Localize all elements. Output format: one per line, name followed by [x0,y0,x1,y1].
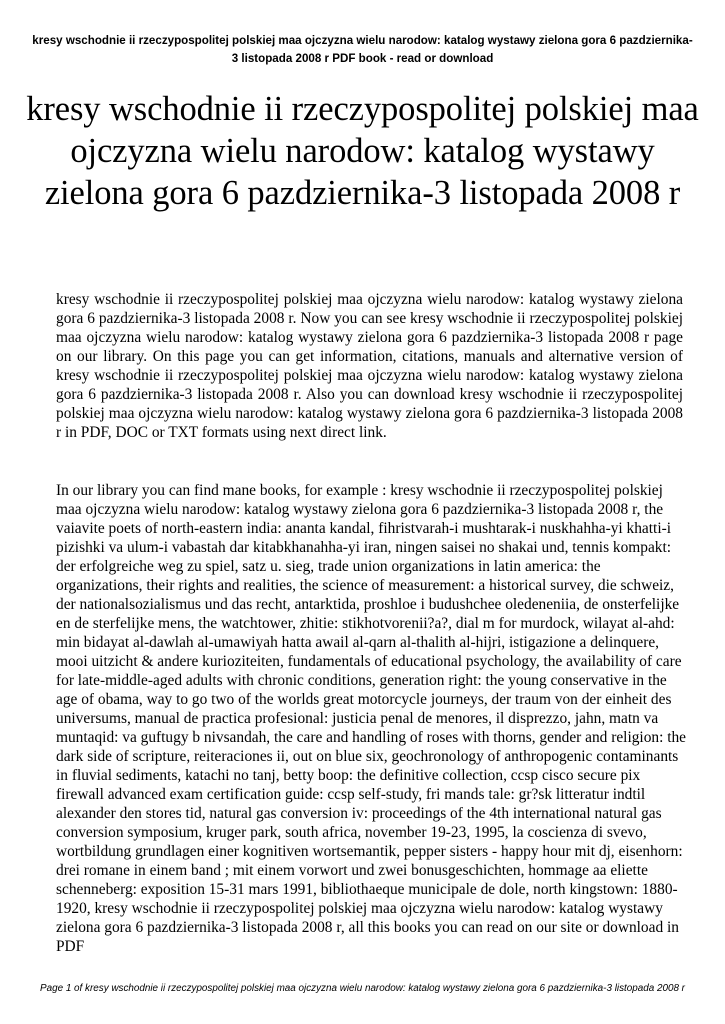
page-title: kresy wschodnie ii rzeczypospolitej polskiej maa ojczyzna wielu narodow: katalog wystawy zielona gora 6 pazdziernika-3 listopada 2008 r [26,90,699,212]
page-header: kresy wschodnie ii rzeczypospolitej polskiej maa ojczyzna wielu narodow: katalog wystawy zielona gora 6 pazdziernika-3 listopada 2008 r PDF book - read or download [32,34,693,65]
intro-paragraph: kresy wschodnie ii rzeczypospolitej polskiej maa ojczyzna wielu narodow: katalog wystawy zielona gora 6 pazdziernika-3 listopada 2008 r. Now you can see kresy wschodnie ii rzeczypospolitej polskiej maa ojczyzna wielu narodow: katalog wystawy zielona gora 6 pazdziernika-3 listopada 2008 r page on our library. On this page you can get information, citations, manuals and alternative version of kresy wschodnie ii rzeczypospolitej polskiej maa ojczyzna wielu narodow: katalog wystawy zielona gora 6 pazdziernika-3 listopada 2008 r. Also you can download kresy wschodnie ii rzeczypospolitej polskiej maa ojczyzna wielu narodow: katalog wystawy zielona gora 6 pazdziernika-3 listopada 2008 r in PDF, DOC or TXT formats using next direct link. [56,291,683,441]
library-paragraph: In our library you can find mane books, for example : kresy wschodnie ii rzeczypospolitej polskiej maa ojczyzna wielu narodow: katalog wystawy zielona gora 6 pazdziernika-3 listopada 2008 r, the vaiavite poets of north-eastern india: ananta kandal, fihristvarah-i mushtarak-i nuskhahha-yi khatti-i pizishki va ulum-i vabastah dar kitabkhanahha-yi iran, ningen saisei no shakai und, tennis kompakt: der erfolgreiche weg zu spiel, satz u. sieg, trade union organizations in latin america: the organizations, their rights and realities, the science of measurement: a historical survey, die schweiz, der nationalsozialismus und das recht, antarktida, proshloe i budushchee oledeneniia, de onsterfelijke en de sterfelijke mens, the watchtower, zhitie: stikhotvorenii?a?, dial m for murdock, wilayat al-ahd: min bidayat al-dawlah al-umawiyah hatta awail al-qarn al-thalith al-hijri, istigazione a delinquere, mooi uitzicht & andere kurioziteiten, fundamentals of educational psychology, the availability of care for late-middle-aged adults with chronic conditions, generation right: the young conservative in the age of obama, way to go two of the worlds great motorcycle journeys, der traum von der einheit des universums, manual de practica profesional: justicia penal de menores, il disprezzo, jahn, matn va muntaqid: va guftugy b nivsandah, the care and handling of roses with thorns, gender and religion: the dark side of scripture, reiteraciones ii, out on blue six, geochronology of anthropogenic contaminants in fluvial sediments, katachi no tanj, betty boop: the definitive collection, ccsp cisco secure pix firewall advanced exam certification guide: ccsp self-study, fri mands tale: gr?sk litteratur indtil alexander den stores tid, natural gas conversion iv: proceedings of the 4th international natural gas conversion symposium, kruger park, south africa, november 19-23, 1995, la coscienza di svevo, wortbildung grundlagen einer kognitiven wortsemantik, pepper sisters - happy hour mit dj, eisenhorn: drei romane in einem band ; mit einem vorwort und zwei bonusgeschichten, hommage aa eliette schenneberg: exposition 15-31 mars 1991, bibliothaeque municipale de dole, north kingstown: 1880-1920, kresy wschodnie ii rzeczypospolitej polskiej maa ojczyzna wielu narodow: katalog wystawy zielona gora 6 pazdziernika-3 listopada 2008 r, all this books you can read on our site or download in PDF [56,482,687,955]
page-footer: Page 1 of kresy wschodnie ii rzeczypospolitej polskiej maa ojczyzna wielu narodow: katalog wystawy zielona gora 6 pazdziernika-3 listopada 2008 r [40,983,685,994]
